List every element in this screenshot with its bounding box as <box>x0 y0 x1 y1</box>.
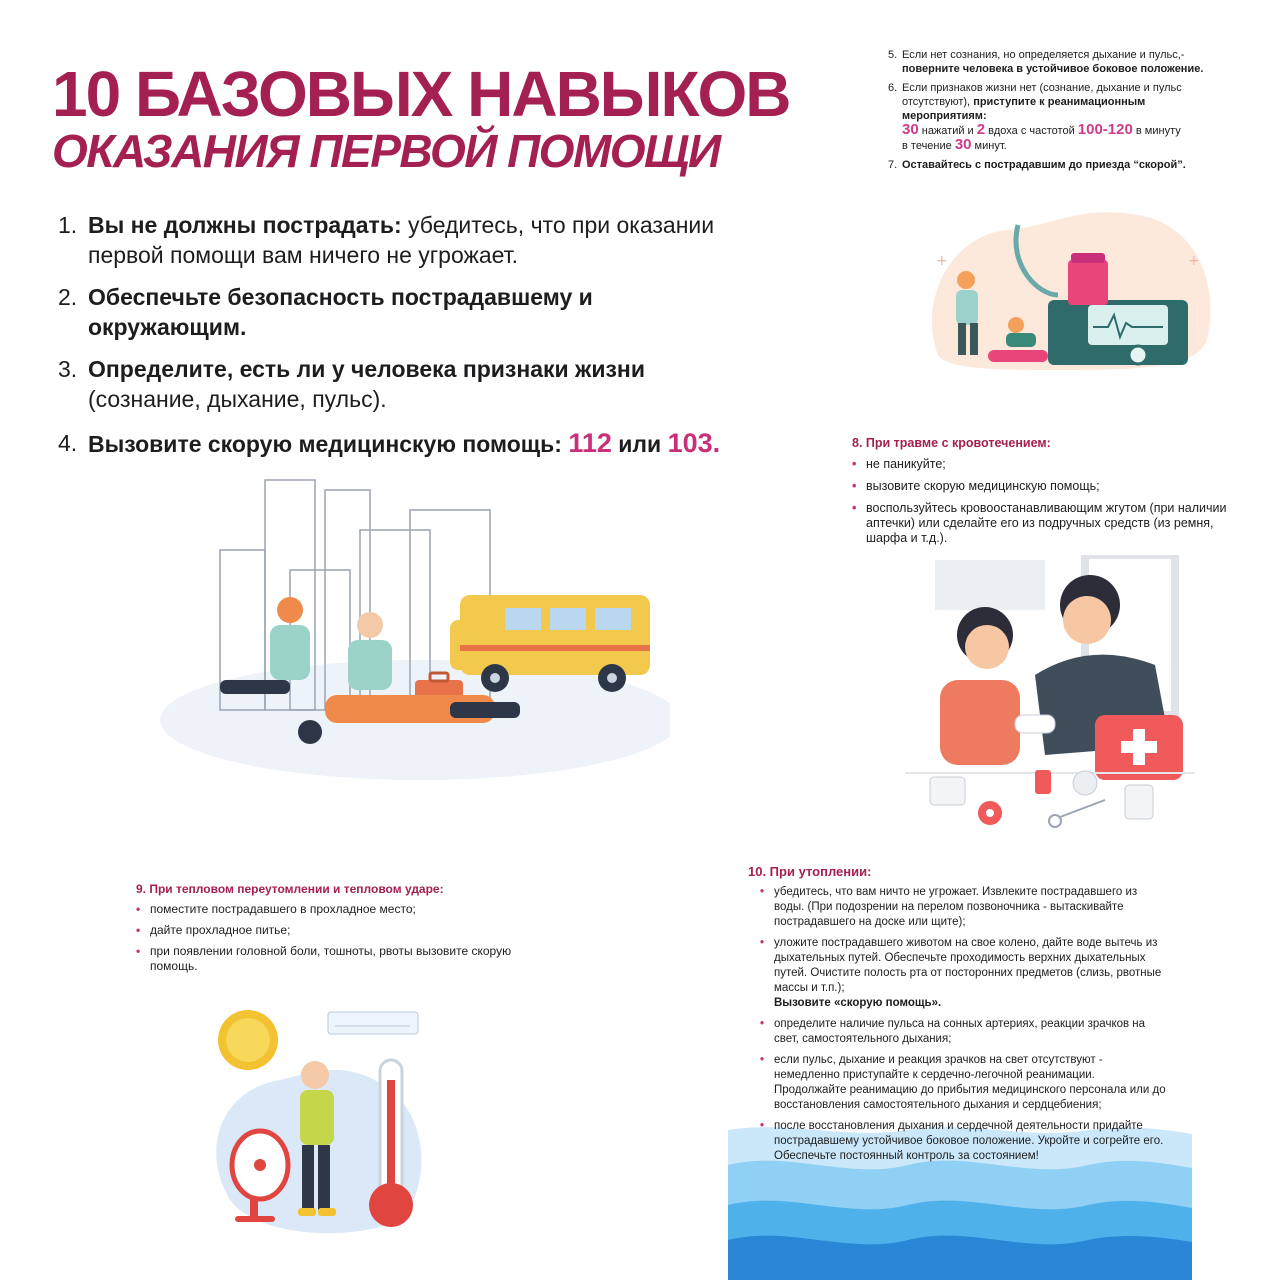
list-item: • дайте прохладное питье; <box>136 923 536 938</box>
step-3: 3. Определите, есть ли у человека признаки жизни (сознание, дыхание, пульс). <box>58 356 645 412</box>
step-7: 7. Оставайтесь с пострадавшим до приезда “скорой”. <box>888 159 1186 171</box>
section-10-title: 10. При утоплении: <box>748 864 872 879</box>
phone-112: 112 <box>568 428 612 458</box>
steps-5-7 <box>888 48 1228 177</box>
section-8-title: 8. При травме с кровотечением: <box>852 436 1051 450</box>
bandaging-illustration <box>905 555 1195 835</box>
step-1-text: убедитесь, что при оказании первой помощи вам ничего не угрожает. <box>88 212 715 268</box>
svg-text:+: + <box>936 253 948 269</box>
step-1: 1. Вы не должны пострадать: убедитесь, что при оказании первой помощи вам ничего не угрожает. <box>58 212 715 268</box>
list-item: • вызовите скорую медицинскую помощь; <box>852 479 1252 494</box>
step-4: 4. Вызовите скорую медицинскую помощь: 112 или 103. <box>58 428 721 458</box>
section-9 <box>136 882 536 974</box>
section-8 <box>852 436 1252 546</box>
step-4-bold: Вызовите скорую медицинскую помощь: <box>88 431 569 457</box>
list-item: • определите наличие пульса на сонных артериях, реакции зрачков на свет, самостоятельного дыхания; <box>760 1017 1168 1047</box>
page-title: 10 БАЗОВЫХ НАВЫКОВ <box>52 58 790 130</box>
step-1-bold: Вы не должны пострадать: <box>88 212 402 238</box>
ambulance-scene-illustration <box>150 470 670 790</box>
section-9-title: 9. При тепловом переутомлении и тепловом ударе: <box>136 882 444 896</box>
list-item: • убедитесь, что вам ничто не угрожает. Извлеките пострадавшего из воды. (При подозрении на перелом позвоночника - вытаскивайте пострадавшего на доске или щите); <box>760 885 1168 930</box>
list-item: • при появлении головной боли, тошноты, рвоты вызовите скорую помощь. <box>136 944 536 974</box>
list-item: • поместите пострадавшего в прохладное место; <box>136 902 536 917</box>
step-6: 6. Если признаков жизни нет (сознание, дыхание и пульс отсутствуют), приступите к реанимационным мероприятиям: 30 нажатий и 2 вдоха с частотой 100-120 в минуту в течение 30 минут. <box>888 82 1182 153</box>
step-2-bold: Обеспечьте безопасность пострадавшему и окружающим. <box>88 284 593 340</box>
section-10 <box>748 864 1168 1164</box>
medical-equipment-illustration <box>918 205 1218 375</box>
list-item: • если пульс, дыхание и реакция зрачков на свет отсутствуют - немедленно приступайте к сердечно-легочной реанимации. Продолжайте реанимацию до прибытия медицинского персонала или до восстановления самостоятельного дыхания и сердцебиения; <box>760 1053 1168 1113</box>
page-subtitle: ОКАЗАНИЯ ПЕРВОЙ ПОМОЩИ <box>52 125 720 177</box>
phone-103: 103. <box>667 428 721 458</box>
step-3-bold: Определите, есть ли у человека признаки жизни <box>88 356 645 382</box>
main-steps-list <box>58 210 798 471</box>
list-item: • после восстановления дыхания и сердечной деятельности придайте пострадавшему устойчивое боковое положение. Укройте и согрейте его. Обеспечьте постоянный контроль за состоянием! <box>760 1119 1168 1164</box>
call-ambulance-note: Вызовите «скорую помощь». <box>774 997 942 1009</box>
svg-text:+: + <box>1188 253 1200 269</box>
list-item: • уложите пострадавшего животом на свое колено, дайте воде вытечь из дыхательных путей. Обеспечьте проходимость верхних дыхательных путей. Очистите полость рта от посторонних предметов (слизь, рвотные массы и т.п.); Вызовите «скорую помощь». <box>760 936 1168 1011</box>
step-3-text: (сознание, дыхание, пульс). <box>88 386 387 412</box>
step-2: 2. Обеспечьте безопасность пострадавшему и окружающим. <box>58 284 593 340</box>
heat-stroke-illustration <box>190 1000 440 1240</box>
step-5: 5. Если нет сознания, но определяется дыхание и пульс,- поверните человека в устойчивое боковое положение. <box>888 49 1204 75</box>
list-item: • не паникуйте; <box>852 457 1252 472</box>
list-item: • воспользуйтесь кровоостанавливающим жгутом (при наличии аптечки) или сделайте его из подручных средств (из ремня, шарфа и т.д.). <box>852 501 1252 546</box>
